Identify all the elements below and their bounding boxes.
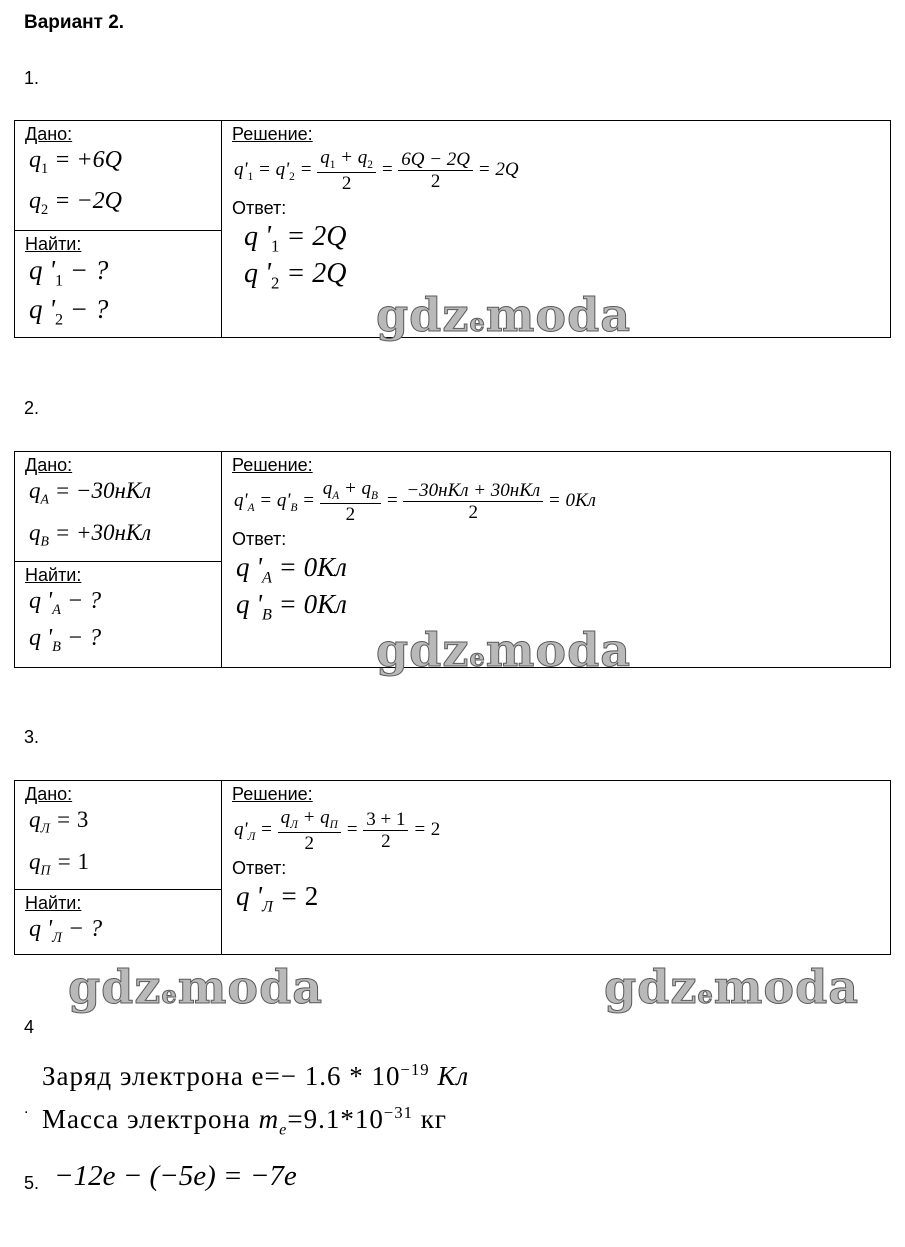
task-number: 5. [24, 1173, 40, 1193]
find-qB: q '$_B$ − ? [29, 624, 102, 655]
solution-formula: $q'_Л$ = $q_Л + q_П$ 2 = $\frac{3 + 1}{2}$ = 2 [234, 807, 441, 854]
answer-qB: q '$_B = 0Кл$ [236, 589, 347, 624]
task-number: 3. [24, 727, 40, 747]
answer-label: Ответ: [232, 857, 287, 878]
page-title: Вариант 2. [24, 12, 125, 33]
find-q1: q '$_1$ − ? [29, 255, 109, 290]
task5-expression: −12e − (−5e) = −7e [54, 1160, 297, 1192]
find-cell [15, 562, 222, 668]
watermark: gdzemoda [376, 288, 632, 342]
task-number: 2. [24, 398, 40, 418]
electron-mass-line: Масса электрона $m_e=9.1*10^{-31}$ кг [42, 1103, 447, 1139]
electron-charge-line: Заряд электрона $е=- 1.6 * 10^{-19}$ Кл [42, 1060, 470, 1091]
find-label: Найти: [25, 893, 82, 913]
answer-q1: q '$_1 = 2Q$ [244, 220, 347, 256]
given-qL: $q_Л = 3$ [29, 807, 89, 836]
find-qA: q '$_A$ − ? [29, 588, 102, 618]
given-label: Дано: [25, 455, 73, 475]
find-q2: q '$_2$ − ? [29, 294, 109, 329]
given-qA: $q_A = -30нКл$ [29, 478, 152, 507]
answer-qA: q '$_A = 0Кл$ [236, 551, 347, 587]
task-table-3 [14, 780, 891, 955]
given-qP: $q_П = 1$ [29, 848, 89, 878]
given-cell [15, 452, 222, 562]
given-q2: $q_2 = -2Q$ [29, 187, 122, 218]
solution-label: Решение: [232, 784, 313, 804]
given-cell [15, 781, 222, 890]
answer-label: Ответ: [232, 528, 287, 549]
given-label: Дано: [25, 124, 73, 144]
answer-label: Ответ: [232, 197, 287, 218]
find-cell [15, 231, 222, 338]
answer-qL: q '$_Л = 2$ [236, 880, 319, 916]
solution-formula: $q'_A = q'_B$ = $\frac{q_A + q_B}{2}$ = −30нКл + 30нКл 2 = 0Кл [234, 478, 596, 525]
solution-label: Решение: [232, 455, 313, 475]
bullet-dot: . [24, 1100, 29, 1117]
find-cell [15, 890, 222, 955]
watermark: gdzemoda [376, 623, 632, 677]
task-number: 1. [24, 68, 40, 88]
find-label: Найти: [25, 565, 82, 585]
find-qL: q '$_Л$ − ? [29, 916, 103, 946]
given-cell [15, 121, 222, 231]
given-qB: $q_B = +30нКл$ [29, 519, 152, 549]
given-label: Дано: [25, 784, 73, 804]
answer-q2: q '$_2 = 2Q$ [244, 258, 347, 293]
given-q1: $q_1 = +6Q$ [29, 147, 122, 177]
find-label: Найти: [25, 234, 82, 254]
solution-cell [222, 781, 891, 955]
watermark: gdzemoda [68, 960, 324, 1014]
task-number: 4 [24, 1017, 35, 1037]
solution-formula: $q'_1 = q'_2$ = $\frac{q_1 + q_2}{2}$ = $\frac{6Q - 2Q}{2}$ = 2Q [234, 147, 519, 194]
solution-label: Решение: [232, 124, 313, 144]
watermark: gdzemoda [604, 960, 860, 1014]
